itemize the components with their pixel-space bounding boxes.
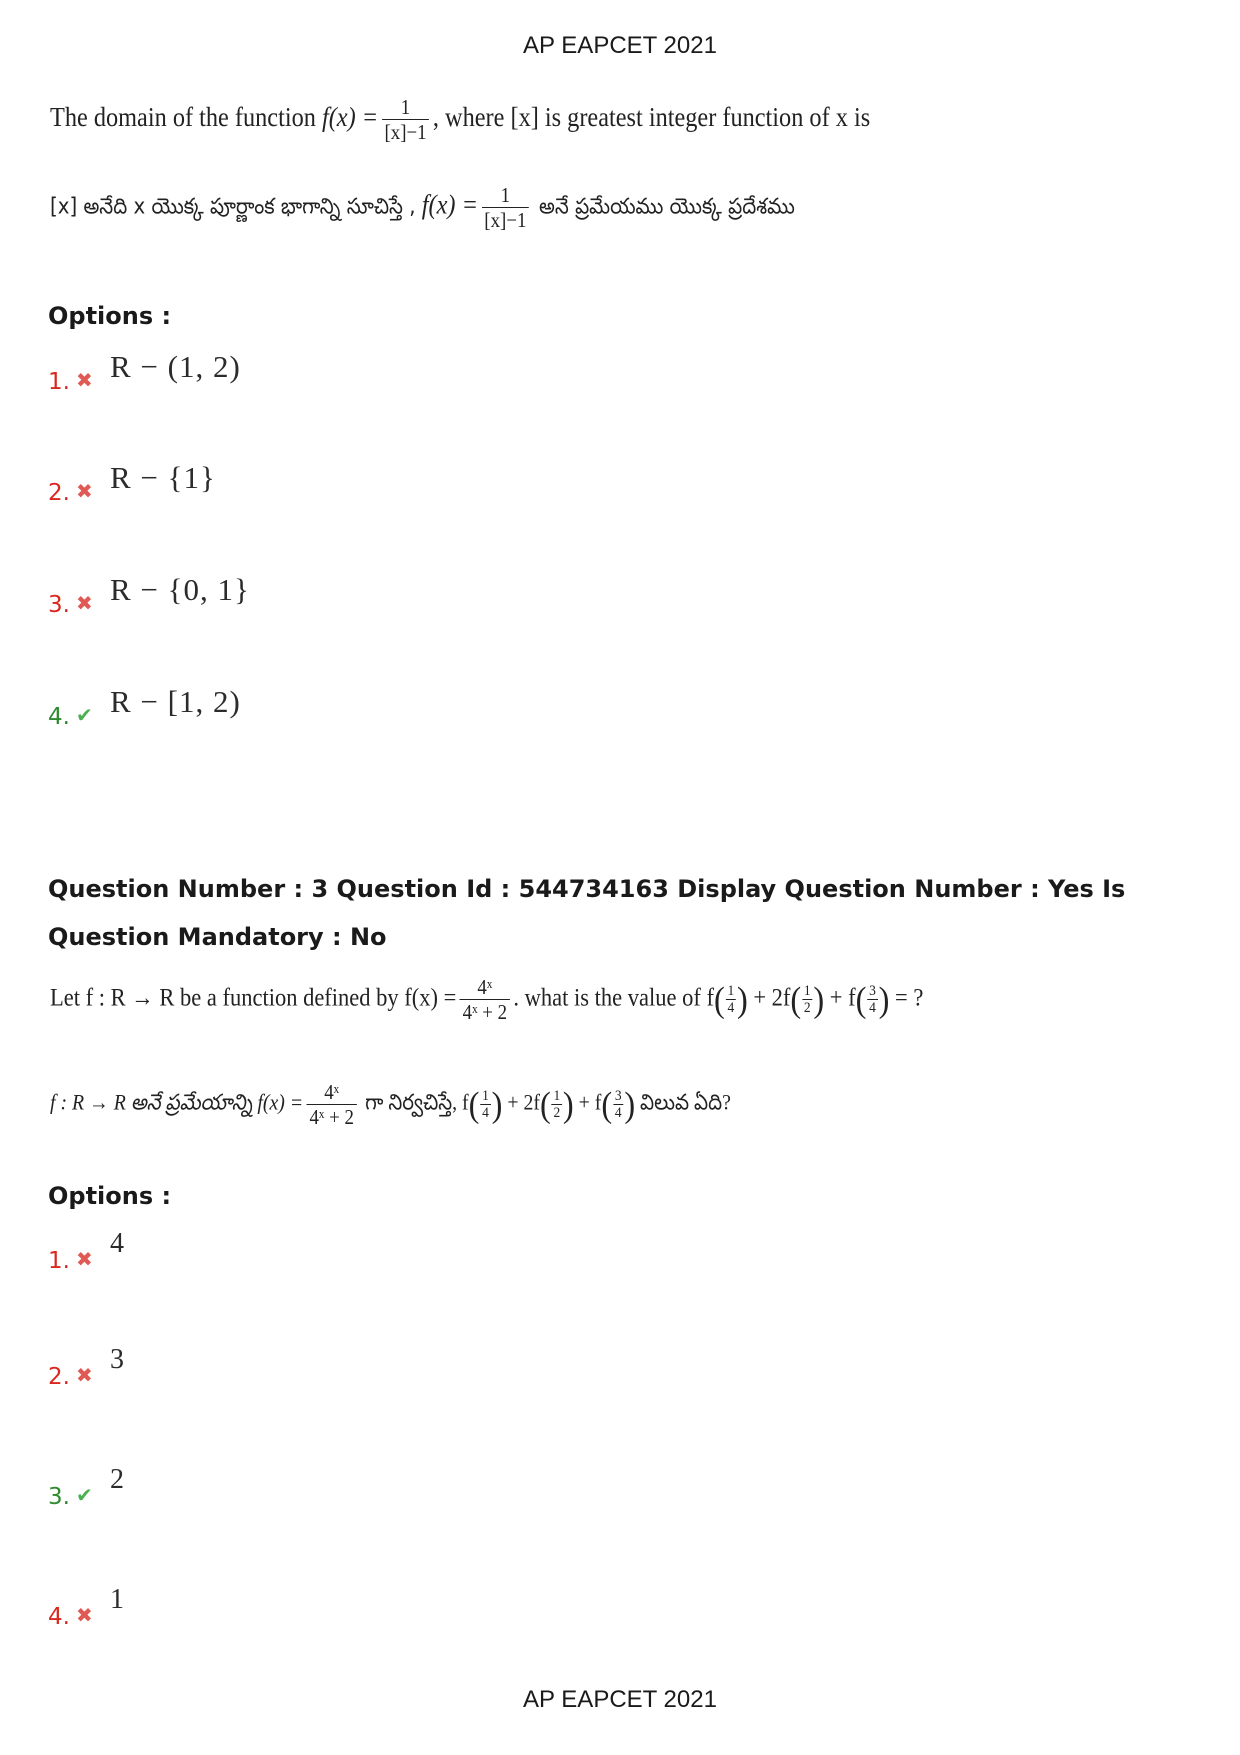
- option-number: 2.: [48, 480, 70, 506]
- right-paren: ): [491, 1084, 503, 1125]
- q3-en-fraction: [460, 975, 510, 1024]
- left-paren: (: [539, 1084, 551, 1125]
- q2-option-2[interactable]: [48, 460, 216, 506]
- question-3-heading: Question Number : 3 Question Id : 544734163 Display Question Number : Yes Is Question Mandatory : No: [48, 875, 1126, 951]
- q3-te-frac-a: [480, 1088, 490, 1122]
- q2-en-num: 1: [382, 95, 430, 120]
- option-number: 2.: [48, 1364, 70, 1390]
- q2-en-fx: f(x) =: [321, 101, 379, 132]
- q2-option-4[interactable]: [48, 684, 241, 730]
- q3-option-1[interactable]: [48, 1228, 125, 1274]
- cross-icon: ✖: [76, 1247, 93, 1271]
- cross-icon: ✖: [76, 591, 93, 615]
- option-value: 4: [110, 1228, 125, 1259]
- option-value: R − {0, 1}: [110, 572, 250, 607]
- q2-en-den: [x]−1: [384, 120, 427, 145]
- q3-en-frac-a: [726, 983, 736, 1017]
- q2-te-fx: f(x) =: [421, 189, 478, 220]
- q2-en-post: , where [x] is greatest integer function of x is: [432, 101, 871, 132]
- q3-en-den: 4ˣ + 2: [462, 1000, 508, 1025]
- frac-den: 4: [482, 1105, 489, 1122]
- right-paren: ): [813, 979, 825, 1020]
- question-2-english: [50, 95, 870, 144]
- option-value: R − [1, 2): [110, 684, 241, 719]
- option-value: 3: [110, 1344, 125, 1375]
- right-paren: ): [562, 1084, 574, 1125]
- frac-num: 1: [482, 1087, 489, 1104]
- q3-en-num: 4ˣ: [460, 975, 510, 1000]
- frac-den: 2: [553, 1105, 561, 1122]
- q3-te-den: 4ˣ + 2: [309, 1105, 354, 1130]
- option-number: 4.: [48, 704, 70, 730]
- q3-te-fraction: [307, 1080, 357, 1129]
- cross-icon: ✖: [76, 368, 93, 392]
- check-icon: ✔: [76, 1483, 93, 1507]
- q3-options-label: Options :: [48, 1182, 172, 1210]
- q2-te-den: [x]−1: [484, 208, 527, 233]
- cross-icon: ✖: [76, 1603, 93, 1627]
- q3-te-frac-c: [613, 1088, 623, 1122]
- q3-en-frac-b: [802, 983, 812, 1017]
- frac-num: 1: [803, 982, 811, 999]
- q3-te-num: 4ˣ: [307, 1080, 357, 1105]
- left-paren: (: [601, 1084, 613, 1125]
- q2-en-fraction: [382, 95, 430, 144]
- right-paren: ): [624, 1084, 636, 1125]
- q2-en-pre: The domain of the function: [50, 101, 322, 132]
- page-footer: AP EAPCET 2021: [523, 1686, 717, 1713]
- frac-num: 3: [614, 1087, 622, 1104]
- q3-option-2[interactable]: [48, 1344, 125, 1390]
- option-value: 2: [110, 1464, 125, 1495]
- q2-te-num: 1: [482, 183, 530, 208]
- option-number: 3.: [48, 1484, 70, 1510]
- check-icon: ✔: [76, 703, 93, 727]
- q3-te-end: విలువ ఏది?: [635, 1089, 731, 1115]
- cross-icon: ✖: [76, 479, 93, 503]
- q2-option-1[interactable]: [48, 349, 241, 395]
- frac-den: 4: [614, 1105, 622, 1122]
- option-value: 1: [110, 1584, 125, 1615]
- q3-te-plus2: + f: [573, 1089, 602, 1115]
- q2-te-pre: [x] అనేది x యొక్క పూర్ణాంక భాగాన్ని సూచిస్తే ,: [50, 194, 422, 220]
- q3-te-frac-b: [552, 1088, 562, 1122]
- question-3-telugu: [50, 1080, 731, 1129]
- right-paren: ): [736, 979, 748, 1020]
- q3-en-frac-c: [867, 983, 877, 1017]
- option-number: 4.: [48, 1604, 70, 1630]
- left-paren: (: [855, 979, 867, 1020]
- option-number: 3.: [48, 592, 70, 618]
- q3-en-plus1: + 2f: [747, 984, 791, 1012]
- q2-te-post: అనే ప్రమేయము యొక్క ప్రదేశము: [532, 194, 795, 220]
- q3-en-mid: . what is the value of f: [513, 984, 714, 1012]
- frac-den: 4: [727, 1000, 735, 1017]
- q3-te-plus1: + 2f: [502, 1089, 540, 1115]
- left-paren: (: [713, 979, 725, 1020]
- q3-en-plus2: + f: [824, 984, 856, 1012]
- q3-option-3[interactable]: [48, 1464, 125, 1510]
- frac-num: 1: [553, 1087, 561, 1104]
- q3-en-end: = ?: [889, 984, 924, 1012]
- q2-option-3[interactable]: [48, 572, 250, 618]
- option-number: 1.: [48, 369, 70, 395]
- q2-options-label: Options :: [48, 302, 172, 330]
- option-number: 1.: [48, 1248, 70, 1274]
- frac-den: 2: [803, 1000, 811, 1017]
- frac-num: 3: [869, 982, 876, 999]
- frac-den: 4: [869, 1000, 876, 1017]
- q3-option-4[interactable]: [48, 1584, 125, 1630]
- question-2-telugu: [50, 183, 795, 232]
- q3-en-pre: Let f : R → R be a function defined by f(x) =: [50, 984, 457, 1012]
- left-paren: (: [790, 979, 802, 1020]
- right-paren: ): [878, 979, 890, 1020]
- question-3-english: [50, 975, 923, 1024]
- q2-te-fraction: [482, 183, 530, 232]
- option-value: R − {1}: [110, 460, 216, 495]
- frac-num: 1: [727, 982, 735, 999]
- page-header: AP EAPCET 2021: [523, 32, 717, 59]
- left-paren: (: [468, 1084, 480, 1125]
- cross-icon: ✖: [76, 1363, 93, 1387]
- q3-te-pre: f : R → R అనే ప్రమేయాన్ని f(x) =: [50, 1089, 304, 1115]
- q3-te-mid: గా నిర్వచిస్తే, f: [360, 1089, 469, 1115]
- option-value: R − (1, 2): [110, 349, 241, 384]
